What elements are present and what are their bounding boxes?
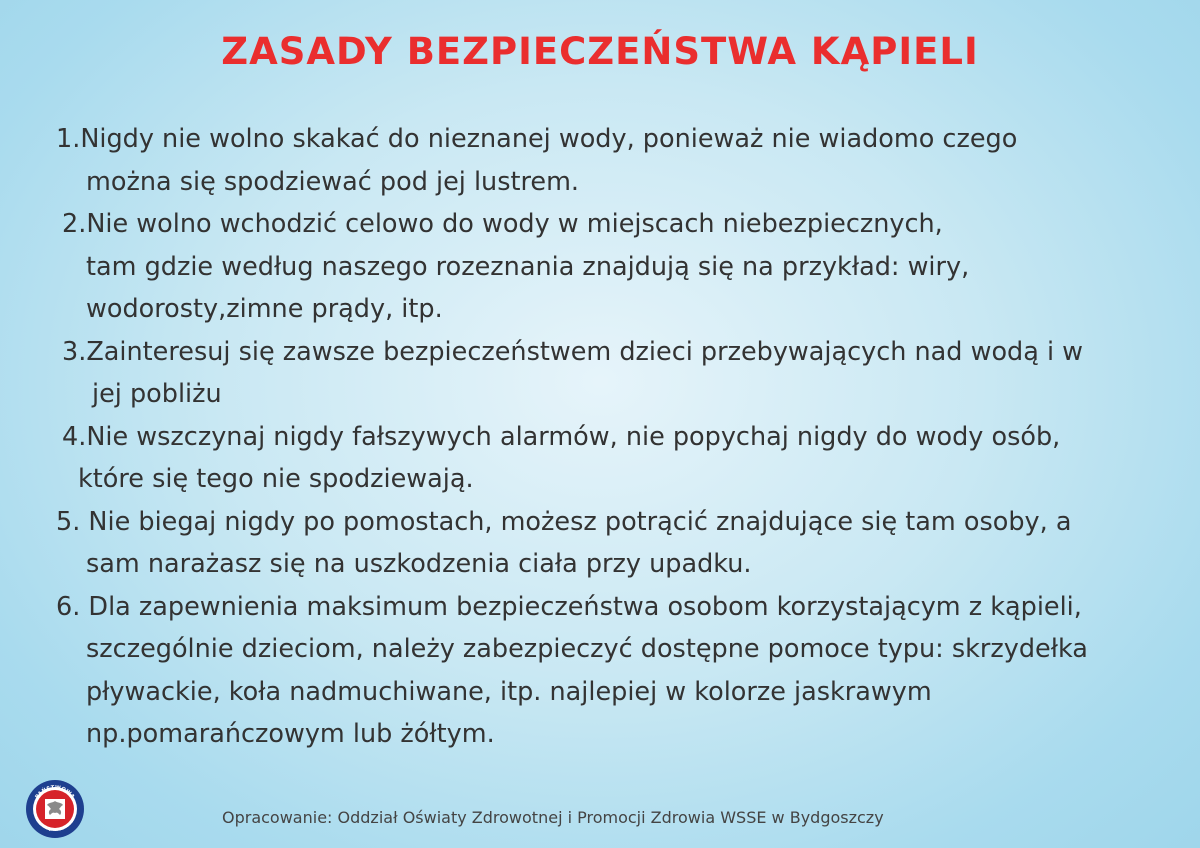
page-title: ZASADY BEZPIECZEŃSTWA KĄPIELI xyxy=(221,30,979,73)
sanitary-inspection-eagle-emblem-icon xyxy=(25,779,85,839)
footer-credit: Opracowanie: Oddział Oświaty Zdrowotnej i Promocji Zdrowia WSSE w Bydgoszczy xyxy=(222,808,884,827)
logo-text-bottom: INSPEKCJA SANITARNA xyxy=(34,818,76,833)
rule-line: można się spodziewać pod jej lustrem. xyxy=(86,166,580,197)
safety-rules-list xyxy=(52,118,1172,756)
rule-line: 1.Nigdy nie wolno skakać do nieznanej wody, ponieważ nie wiadomo czego xyxy=(56,124,1018,154)
rule-line: np.pomarańczowym lub żółtym. xyxy=(86,719,495,749)
rule-item xyxy=(52,203,1172,331)
rule-line: tam gdzie według naszego rozeznania znajdują się na przykład: wiry, xyxy=(86,251,970,282)
rule-line: jej pobliżu xyxy=(92,379,222,409)
rule-line: szczególnie dzieciom, należy zabezpieczyć dostępne pomoce typu: skrzydełka xyxy=(86,634,1088,664)
rule-line: pływackie, koła nadmuchiwane, itp. najlepiej w kolorze jaskrawym xyxy=(86,676,932,707)
rule-line: 2.Nie wolno wchodzić celowo do wody w miejscach niebezpiecznych, xyxy=(62,209,943,239)
rule-line: 3.Zainteresuj się zawsze bezpieczeństwem dzieci przebywających nad wodą i w xyxy=(62,336,1084,367)
rule-item xyxy=(52,331,1172,416)
rule-item xyxy=(52,501,1172,586)
logo-text-top: PAŃSTWOWA xyxy=(34,784,76,801)
rule-item xyxy=(52,118,1172,203)
rule-line: 6. Dla zapewnienia maksimum bezpieczeństwa osobom korzystającym z kąpieli, xyxy=(56,591,1082,622)
rule-line: sam narażasz się na uszkodzenia ciała przy upadku. xyxy=(86,549,752,579)
rule-line: które się tego nie spodziewają. xyxy=(78,464,474,494)
rule-item xyxy=(52,416,1172,501)
rule-line: wodorosty,zimne prądy, itp. xyxy=(86,294,443,324)
rule-line: 4.Nie wszczynaj nigdy fałszywych alarmów, nie popychaj nigdy do wody osób, xyxy=(62,421,1061,452)
rule-line: 5. Nie biegaj nigdy po pomostach, możesz potrącić znajdujące się tam osoby, a xyxy=(56,506,1072,537)
rule-item xyxy=(52,586,1172,756)
